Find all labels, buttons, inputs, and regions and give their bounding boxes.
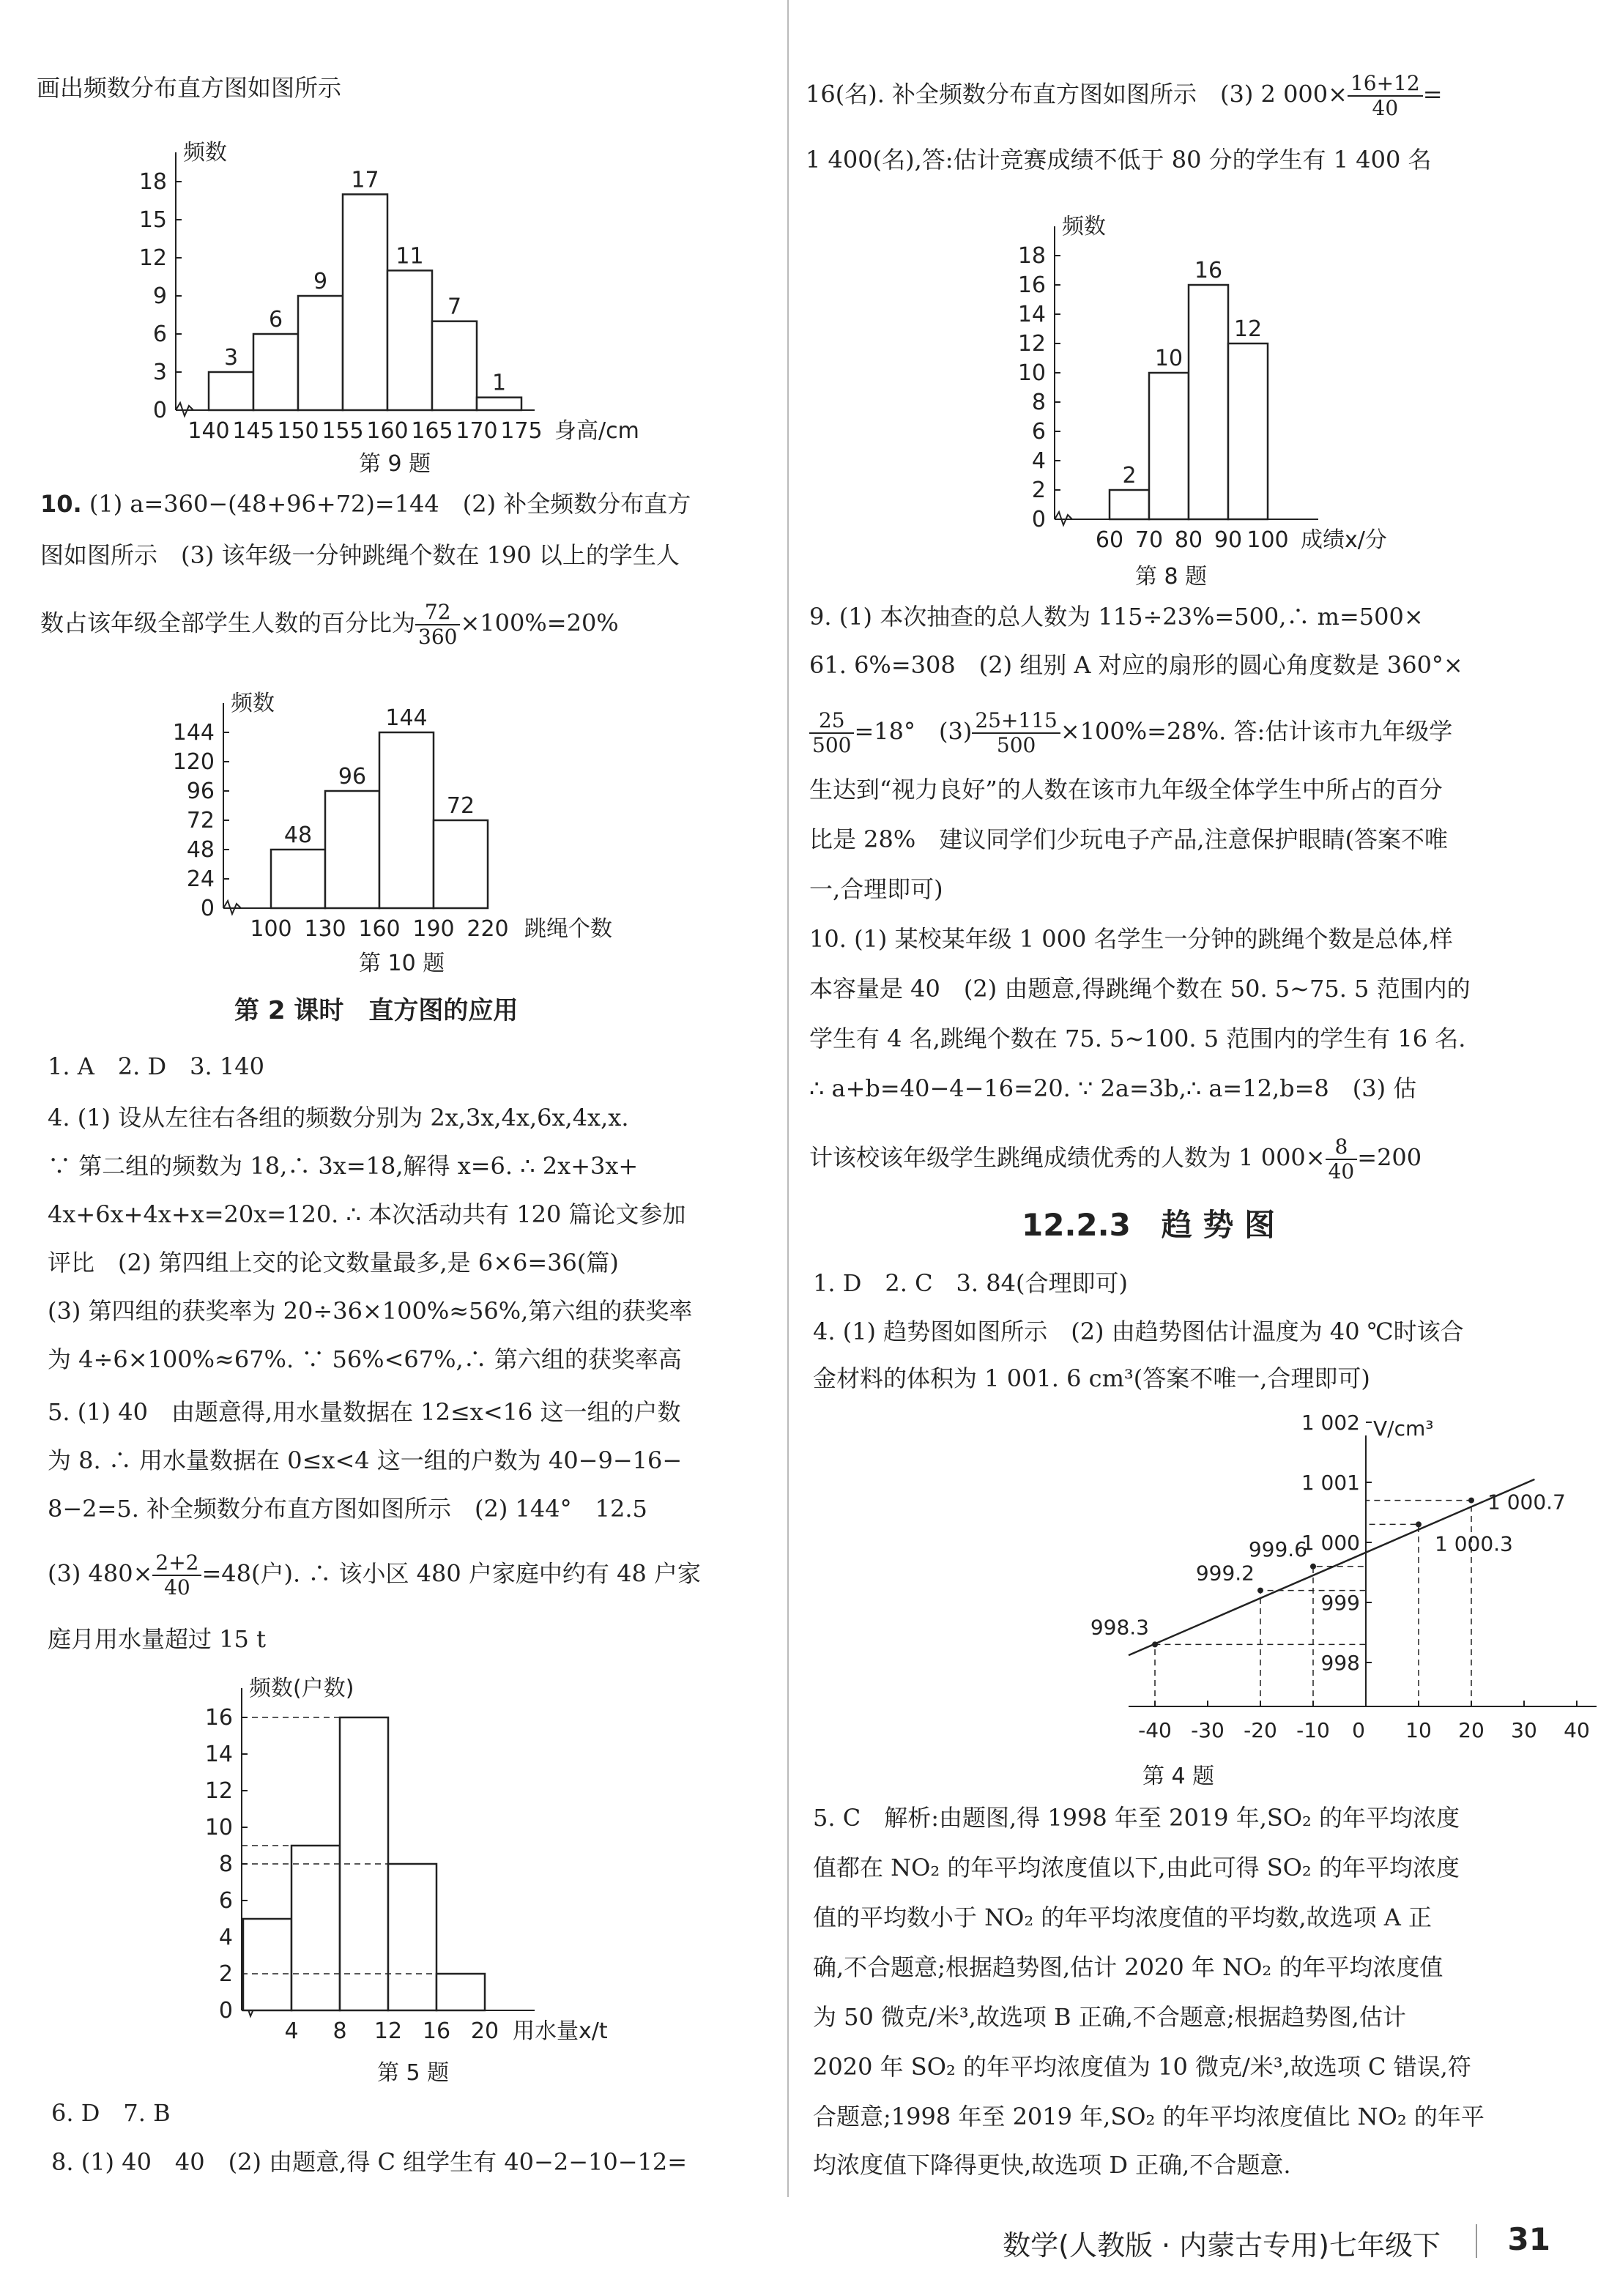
x-tick-label: 170	[456, 418, 498, 444]
bar-value-label: 48	[283, 822, 313, 848]
text-line: 为 8. ∴ 用水量数据在 0≤x<4 这一组的户数为 40−9−16−	[48, 1446, 683, 1474]
y-tick-label: 2	[218, 1961, 233, 1987]
fraction	[152, 1551, 201, 1600]
histogram-bar	[271, 850, 325, 908]
fraction	[972, 709, 1060, 757]
y-tick-label: 999	[1320, 1591, 1360, 1615]
data-point	[1257, 1588, 1263, 1594]
x-tick-label: 12	[374, 2018, 403, 2044]
text-line: 4. (1) 趋势图如图所示 (2) 由趋势图估计温度为 40 ℃时该合	[813, 1318, 1464, 1345]
fraction	[415, 601, 460, 649]
y-tick-label: 14	[1017, 302, 1046, 327]
histogram-bar	[1189, 285, 1228, 519]
text-line	[40, 601, 619, 649]
numerator: 16+12	[1348, 72, 1423, 97]
bar-value-label: 7	[447, 294, 462, 320]
x-tick-label: 4	[284, 2018, 299, 2044]
fraction	[1348, 72, 1423, 120]
y-tick-label: 16	[204, 1705, 233, 1731]
y-axis-label: 频数	[183, 140, 227, 166]
y-tick-label: 1 002	[1301, 1411, 1360, 1435]
y-tick-label: 12	[138, 245, 167, 271]
text-line: 5. C 解析:由题图,得 1998 年至 2019 年,SO₂ 的年平均浓度	[813, 1804, 1460, 1832]
x-tick-label: 160	[366, 418, 409, 444]
x-tick-label: 130	[304, 916, 346, 942]
histogram-bar	[209, 372, 253, 410]
text-line: 金材料的体积为 1 001. 6 cm³(答案不唯一,合理即可)	[813, 1364, 1370, 1392]
y-tick-label: 1 001	[1301, 1471, 1360, 1495]
figure-5-histogram	[183, 1662, 659, 2058]
x-tick-label: 20	[470, 2018, 499, 2044]
x-tick-label: 155	[322, 418, 364, 444]
y-tick-label: 0	[200, 896, 215, 921]
x-tick-label: 80	[1174, 527, 1203, 553]
text-line: 1 400(名),答:估计竞赛成绩不低于 80 分的学生有 1 400 名	[806, 146, 1432, 174]
histogram-bar	[387, 270, 432, 410]
text-span: ×100%=20%	[460, 609, 619, 637]
y-tick-label: 8	[1031, 390, 1046, 415]
figure-9-histogram	[95, 117, 681, 461]
text-line: 合题意;1998 年至 2019 年,SO₂ 的年平均浓度值比 NO₂ 的年平	[813, 2103, 1484, 2130]
bar-value-label: 3	[223, 345, 239, 371]
bar-value-label: 16	[1194, 258, 1223, 283]
fraction	[809, 709, 854, 757]
x-tick-label: 100	[1246, 527, 1289, 553]
section-heading: 第 2 课时 直方图的应用	[234, 996, 519, 1025]
page-footer	[835, 2223, 1609, 2281]
text-line: 值的平均数小于 NO₂ 的年平均浓度值的平均数,故选项 A 正	[813, 1903, 1433, 1931]
x-tick-label: 30	[1511, 1718, 1537, 1742]
y-tick-label: 998	[1320, 1651, 1360, 1675]
denominator: 40	[164, 1575, 190, 1600]
bar-value-label: 72	[446, 793, 475, 819]
x-tick-label: 165	[411, 418, 453, 444]
text-span: =200	[1357, 1143, 1422, 1172]
text-line: 10. (1) 某校某年级 1 000 名学生一分钟的跳绳个数是总体,样	[809, 925, 1453, 953]
histogram-bar	[325, 791, 379, 908]
x-tick-label: -30	[1191, 1718, 1225, 1742]
x-tick-label: 220	[467, 916, 509, 942]
text-line: ∵ 第二组的频数为 18,∴ 3x=18,解得 x=6. ∴ 2x+3x+	[48, 1152, 639, 1180]
y-tick-label: 10	[1017, 360, 1046, 386]
text-line: (3) 第四组的获奖率为 20÷36×100%≈56%,第六组的获奖率	[48, 1297, 693, 1325]
footer-title: 数学(人教版 · 内蒙古专用)七年级下	[1003, 2229, 1441, 2262]
x-tick-label: -10	[1296, 1718, 1330, 1742]
x-tick-label: -40	[1138, 1718, 1172, 1742]
y-tick-label: 4	[218, 1925, 233, 1950]
x-tick-label: -20	[1244, 1718, 1277, 1742]
denominator: 360	[418, 625, 458, 649]
data-point	[1152, 1641, 1158, 1647]
y-tick-label: 72	[186, 808, 215, 833]
text-span: =18° (3)	[854, 717, 973, 746]
text-line	[48, 1551, 701, 1600]
figure-10-caption: 第 10 题	[359, 951, 445, 976]
figure-5-caption: 第 5 题	[377, 2060, 450, 2086]
text-line: 均浓度值下降得更快,故选项 D 正确,不合题意.	[813, 2151, 1291, 2179]
histogram-bar	[1149, 373, 1189, 519]
x-tick-label: 190	[412, 916, 455, 942]
y-tick-label: 14	[204, 1742, 233, 1767]
x-axis-label: 跳绳个数	[524, 916, 612, 942]
bar-value-label: 6	[268, 307, 283, 332]
answer-line: 1. A 2. D 3. 140	[48, 1052, 264, 1080]
data-point-label: 1 000.7	[1487, 1490, 1566, 1515]
x-tick-label: 60	[1095, 527, 1124, 553]
data-point	[1468, 1498, 1474, 1504]
text-line: 9. (1) 本次抽查的总人数为 115÷23%=500,∴ m=500×	[809, 603, 1424, 631]
y-tick-label: 0	[1031, 507, 1046, 532]
y-tick-label: 8	[218, 1851, 233, 1877]
dashed-guide-line	[1313, 1567, 1366, 1706]
x-tick-label: 90	[1214, 527, 1243, 553]
numerator: 72	[415, 601, 460, 625]
text-line	[40, 489, 691, 519]
text-line: ∴ a+b=40−4−16=20. ∵ 2a=3b,∴ a=12,b=8 (3) 估	[809, 1074, 1417, 1102]
y-tick-label: 6	[152, 322, 167, 347]
text-line: 5. (1) 40 由题意得,用水量数据在 12≤x<16 这一组的户数	[48, 1398, 681, 1426]
y-tick-label: 3	[152, 360, 167, 385]
y-axis-label: 频数(户数)	[249, 1676, 354, 1701]
text-span: ×100%=28%. 答:估计该市九年级学	[1060, 717, 1453, 746]
denominator: 500	[996, 733, 1036, 757]
y-tick-label: 96	[186, 779, 215, 804]
bar-value-label: 11	[395, 243, 424, 270]
text-line: 学生有 4 名,跳绳个数在 75. 5∼100. 5 范围内的学生有 16 名.	[809, 1025, 1466, 1052]
section-heading: 12.2.3 趋 势 图	[1022, 1207, 1276, 1243]
histogram-bar	[434, 820, 488, 908]
y-tick-label: 0	[218, 1998, 233, 2024]
bar-value-label: 17	[351, 167, 379, 193]
figure-4-trend-chart	[820, 1406, 1597, 1758]
y-tick-label: 9	[152, 283, 167, 309]
x-tick-label: 10	[1405, 1718, 1432, 1742]
text-line: 生达到“视力良好”的人数在该市九年级全体学生中所占的百分	[809, 776, 1443, 803]
trend-line	[1129, 1479, 1534, 1655]
question-number: 10.	[40, 490, 82, 518]
y-tick-label: 6	[1031, 419, 1046, 445]
x-tick-label: 140	[187, 418, 230, 444]
x-axis-label: 成绩x/分	[1301, 527, 1387, 553]
text-line: 61. 6%=308 (2) 组别 A 对应的扇形的圆心角度数是 360°×	[809, 651, 1463, 679]
x-tick-label: 40	[1564, 1718, 1590, 1742]
data-point	[1310, 1564, 1316, 1569]
y-tick-label: 12	[1017, 331, 1046, 357]
y-axis-label: 频数	[231, 691, 275, 716]
numerator: 8	[1326, 1135, 1358, 1160]
text-line	[806, 72, 1443, 120]
bar-value-label: 10	[1154, 346, 1183, 371]
text-span: 计该校该年级学生跳绳成绩优秀的人数为 1 000×	[809, 1143, 1326, 1172]
text-line: 确,不合题意;根据趋势图,估计 2020 年 NO₂ 的年平均浓度值	[813, 1953, 1443, 1981]
text-line: 本容量是 40 (2) 由题意,得跳绳个数在 50. 5∼75. 5 范围内的	[809, 975, 1471, 1003]
y-tick-label: 0	[152, 398, 167, 423]
text-span: 16(名). 补全频数分布直方图如图所示 (3) 2 000×	[806, 80, 1348, 108]
text-line: 评比 (2) 第四组上交的论文数量最多,是 6×6=36(篇)	[48, 1249, 619, 1277]
y-axis-label: V/cm³	[1373, 1416, 1434, 1441]
footer-separator	[1476, 2224, 1477, 2258]
numerator: 2+2	[152, 1551, 201, 1576]
figure-9-caption: 第 9 题	[359, 451, 431, 477]
figure-10-histogram	[154, 663, 666, 956]
text-span: =48(户). ∴ 该小区 480 户家庭中约有 48 户家	[201, 1559, 701, 1588]
data-point	[1416, 1521, 1422, 1527]
denominator: 40	[1328, 1159, 1355, 1184]
x-tick-label: 100	[250, 916, 292, 942]
data-point-label: 998.3	[1090, 1615, 1149, 1640]
page-number: 31	[1507, 2221, 1550, 2257]
fraction	[1326, 1135, 1358, 1184]
histogram-bar	[432, 322, 477, 410]
text-line: 2020 年 SO₂ 的年平均浓度值为 10 微克/米³,故选项 C 错误,符	[813, 2053, 1471, 2081]
y-tick-label: 18	[138, 169, 167, 195]
y-tick-label: 120	[172, 749, 215, 775]
x-tick-label: 8	[332, 2018, 347, 2044]
bar-value-label: 96	[338, 764, 367, 790]
text-line: 8. (1) 40 40 (2) 由题意,得 C 组学生有 40−2−10−12=	[51, 2148, 688, 2176]
x-axis-label: 用水量x/t	[513, 2018, 608, 2044]
bar-value-label: 2	[1122, 463, 1137, 488]
data-point-label: 999.6	[1248, 1537, 1307, 1561]
data-point-label: 999.2	[1195, 1561, 1255, 1586]
dashed-guide-line	[1366, 1524, 1419, 1706]
text-line: 4. (1) 设从左往右各组的频数分别为 2x,3x,4x,6x,4x,x.	[48, 1104, 629, 1132]
y-tick-label: 1 000	[1301, 1531, 1360, 1555]
y-tick-label: 6	[218, 1888, 233, 1914]
text-line: 庭月用水量超过 15 t	[48, 1625, 266, 1653]
text-line: 一,合理即可)	[809, 875, 943, 903]
text-span: (1) a=360−(48+96+72)=144 (2) 补全频数分布直方	[89, 490, 691, 518]
x-tick-label: 0	[1352, 1718, 1365, 1742]
text-line	[809, 1135, 1422, 1184]
x-tick-label: 20	[1458, 1718, 1484, 1742]
text-line: 画出频数分布直方图如图所示	[37, 74, 342, 102]
histogram-bar	[291, 1846, 340, 2010]
denominator: 40	[1372, 96, 1399, 120]
text-line: 比是 28% 建议同学们少玩电子产品,注意保护眼睛(答案不唯	[809, 825, 1448, 853]
y-tick-label: 12	[204, 1778, 233, 1804]
denominator: 500	[812, 733, 852, 757]
histogram-bar	[379, 732, 434, 908]
y-tick-label: 10	[204, 1815, 233, 1840]
column-divider	[787, 0, 789, 2197]
text-line: 为 4÷6×100%≈67%. ∵ 56%<67%,∴ 第六组的获奖率高	[48, 1345, 682, 1373]
bar-value-label: 9	[313, 269, 328, 294]
y-tick-label: 2	[1031, 478, 1046, 503]
x-tick-label: 150	[277, 418, 319, 444]
y-tick-label: 144	[172, 720, 215, 746]
numerator: 25	[809, 709, 854, 734]
y-tick-label: 24	[186, 866, 215, 892]
histogram-bar	[436, 1974, 485, 2010]
data-point-label: 1 000.3	[1435, 1531, 1513, 1556]
y-tick-label: 16	[1017, 272, 1046, 298]
text-line: 4x+6x+4x+x=20x=120. ∴ 本次活动共有 120 篇论文参加	[48, 1200, 686, 1228]
y-tick-label: 15	[138, 207, 167, 233]
histogram-bar	[477, 398, 521, 410]
answer-line: 1. D 2. C 3. 84(合理即可)	[813, 1269, 1128, 1297]
x-tick-label: 16	[422, 2018, 451, 2044]
histogram-bar	[388, 1864, 436, 2010]
x-tick-label: 175	[500, 418, 543, 444]
text-span: (3) 480×	[48, 1559, 153, 1588]
text-line: 为 50 微克/米³,故选项 B 正确,不合题意;根据趋势图,估计	[813, 2003, 1406, 2031]
x-tick-label: 145	[232, 418, 275, 444]
y-axis-label: 频数	[1062, 214, 1106, 239]
x-tick-label: 160	[358, 916, 401, 942]
bar-value-label: 144	[385, 705, 428, 731]
text-line: 8−2=5. 补全频数分布直方图如图所示 (2) 144° 12.5	[48, 1495, 647, 1523]
histogram-bar	[298, 296, 343, 410]
y-tick-label: 18	[1017, 243, 1046, 269]
bar-value-label: 12	[1233, 316, 1263, 342]
x-tick-label: 70	[1134, 527, 1164, 553]
figure-4-caption: 第 4 题	[1142, 1764, 1215, 1789]
x-axis-label: 身高/cm	[554, 418, 639, 444]
figure-8-caption: 第 8 题	[1135, 564, 1208, 590]
figure-8-histogram	[974, 192, 1523, 565]
y-tick-label: 48	[186, 837, 215, 863]
text-span: 数占该年级全部学生人数的百分比为	[40, 609, 416, 637]
text-line: 值都在 NO₂ 的年平均浓度值以下,由此可得 SO₂ 的年平均浓度	[813, 1854, 1460, 1881]
histogram-bar	[1228, 343, 1268, 519]
histogram-bar	[1110, 490, 1149, 519]
bar-value-label: 1	[491, 370, 507, 396]
answer-line: 6. D 7. B	[51, 2099, 171, 2127]
y-tick-label: 4	[1031, 448, 1046, 474]
histogram-bar	[243, 1919, 291, 2010]
text-line	[809, 709, 1452, 757]
numerator: 25+115	[972, 709, 1060, 734]
histogram-bar	[253, 334, 298, 410]
histogram-bar	[343, 194, 387, 410]
text-line: 图如图所示 (3) 该年级一分钟跳绳个数在 190 以上的学生人	[40, 541, 680, 569]
text-span: =	[1422, 80, 1443, 108]
